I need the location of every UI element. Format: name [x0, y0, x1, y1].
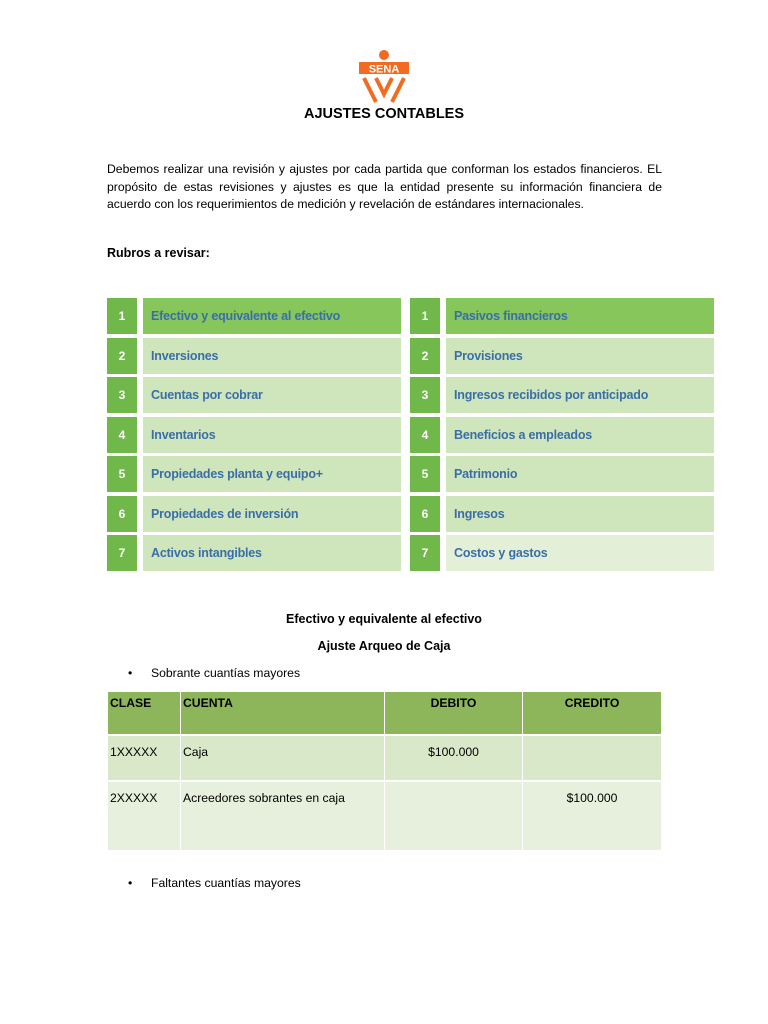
rubro-label: Patrimonio	[446, 456, 714, 492]
rubro-item	[107, 535, 401, 571]
rubro-item	[107, 338, 401, 374]
page-title: AJUSTES CONTABLES	[303, 106, 465, 122]
rubro-item	[107, 377, 401, 413]
bullet-item	[128, 876, 301, 890]
rubro-label: Provisiones	[446, 338, 714, 374]
svg-text:SENA: SENA	[368, 63, 400, 76]
rubro-item	[410, 338, 714, 374]
rubro-item	[410, 496, 714, 532]
rubro-item	[410, 535, 714, 571]
bullet-text: Faltantes cuantías mayores	[151, 876, 301, 890]
rubro-number: 4	[107, 417, 137, 453]
rubro-label: Efectivo y equivalente al efectivo	[143, 298, 401, 334]
rubro-item	[410, 456, 714, 492]
rubro-item	[107, 456, 401, 492]
rubro-label: Propiedades de inversión	[143, 496, 401, 532]
rubro-number: 1	[410, 298, 440, 334]
rubro-item	[410, 417, 714, 453]
rubro-item	[410, 298, 714, 334]
rubro-label: Inversiones	[143, 338, 401, 374]
cell-credito	[522, 736, 661, 780]
cell-cuenta: Acreedores sobrantes en caja	[180, 782, 384, 850]
rubro-number: 2	[410, 338, 440, 374]
cell-credito: $100.000	[522, 782, 661, 850]
rubro-item	[107, 298, 401, 334]
header-credito: CREDITO	[522, 692, 661, 734]
table-row	[108, 736, 661, 780]
rubro-label: Propiedades planta y equipo+	[143, 456, 401, 492]
table-header-row	[108, 692, 661, 734]
cell-clase: 2XXXXX	[108, 782, 180, 850]
rubros-activos-list	[107, 298, 401, 575]
rubro-label: Beneficios a empleados	[446, 417, 714, 453]
rubro-label: Inventarios	[143, 417, 401, 453]
rubro-label: Ingresos	[446, 496, 714, 532]
rubro-number: 1	[107, 298, 137, 334]
rubro-label: Ingresos recibidos por anticipado	[446, 377, 714, 413]
rubro-number: 6	[107, 496, 137, 532]
cell-clase: 1XXXXX	[108, 736, 180, 780]
sena-logo	[356, 48, 412, 104]
bullet-text: Sobrante cuantías mayores	[151, 666, 301, 680]
section-title: Efectivo y equivalente al efectivo	[286, 612, 482, 626]
section-subtitle: Ajuste Arqueo de Caja	[317, 639, 451, 653]
bullet-item	[128, 666, 300, 680]
header-debito: DEBITO	[384, 692, 522, 734]
rubro-number: 2	[107, 338, 137, 374]
header-clase: CLASE	[108, 692, 180, 734]
rubro-label: Cuentas por cobrar	[143, 377, 401, 413]
rubros-pasivos-list	[410, 298, 714, 575]
rubros-heading: Rubros a revisar:	[107, 246, 210, 260]
rubro-number: 5	[107, 456, 137, 492]
bullet-marker: •	[128, 876, 133, 890]
rubro-item	[107, 496, 401, 532]
rubro-label: Activos intangibles	[143, 535, 401, 571]
rubro-item	[410, 377, 714, 413]
cell-debito: $100.000	[384, 736, 522, 780]
rubro-number: 5	[410, 456, 440, 492]
rubro-number: 4	[410, 417, 440, 453]
rubro-number: 3	[107, 377, 137, 413]
header-cuenta: CUENTA	[180, 692, 384, 734]
rubro-number: 7	[107, 535, 137, 571]
rubro-label: Costos y gastos	[446, 535, 714, 571]
table-row	[108, 782, 661, 850]
journal-entry-table	[108, 692, 661, 850]
rubro-number: 3	[410, 377, 440, 413]
rubro-item	[107, 417, 401, 453]
cell-cuenta: Caja	[180, 736, 384, 780]
rubro-label: Pasivos financieros	[446, 298, 714, 334]
cell-debito	[384, 782, 522, 850]
rubro-number: 6	[410, 496, 440, 532]
rubro-number: 7	[410, 535, 440, 571]
intro-paragraph: Debemos realizar una revisión y ajustes por cada partida que conforman los estados financieros. EL propósito de estas revisiones y ajustes es que la entidad presente su información financiera de acuerdo con los requerimientos de medición y revelación de estándares internacionales.	[107, 162, 662, 211]
bullet-marker: •	[128, 666, 133, 680]
